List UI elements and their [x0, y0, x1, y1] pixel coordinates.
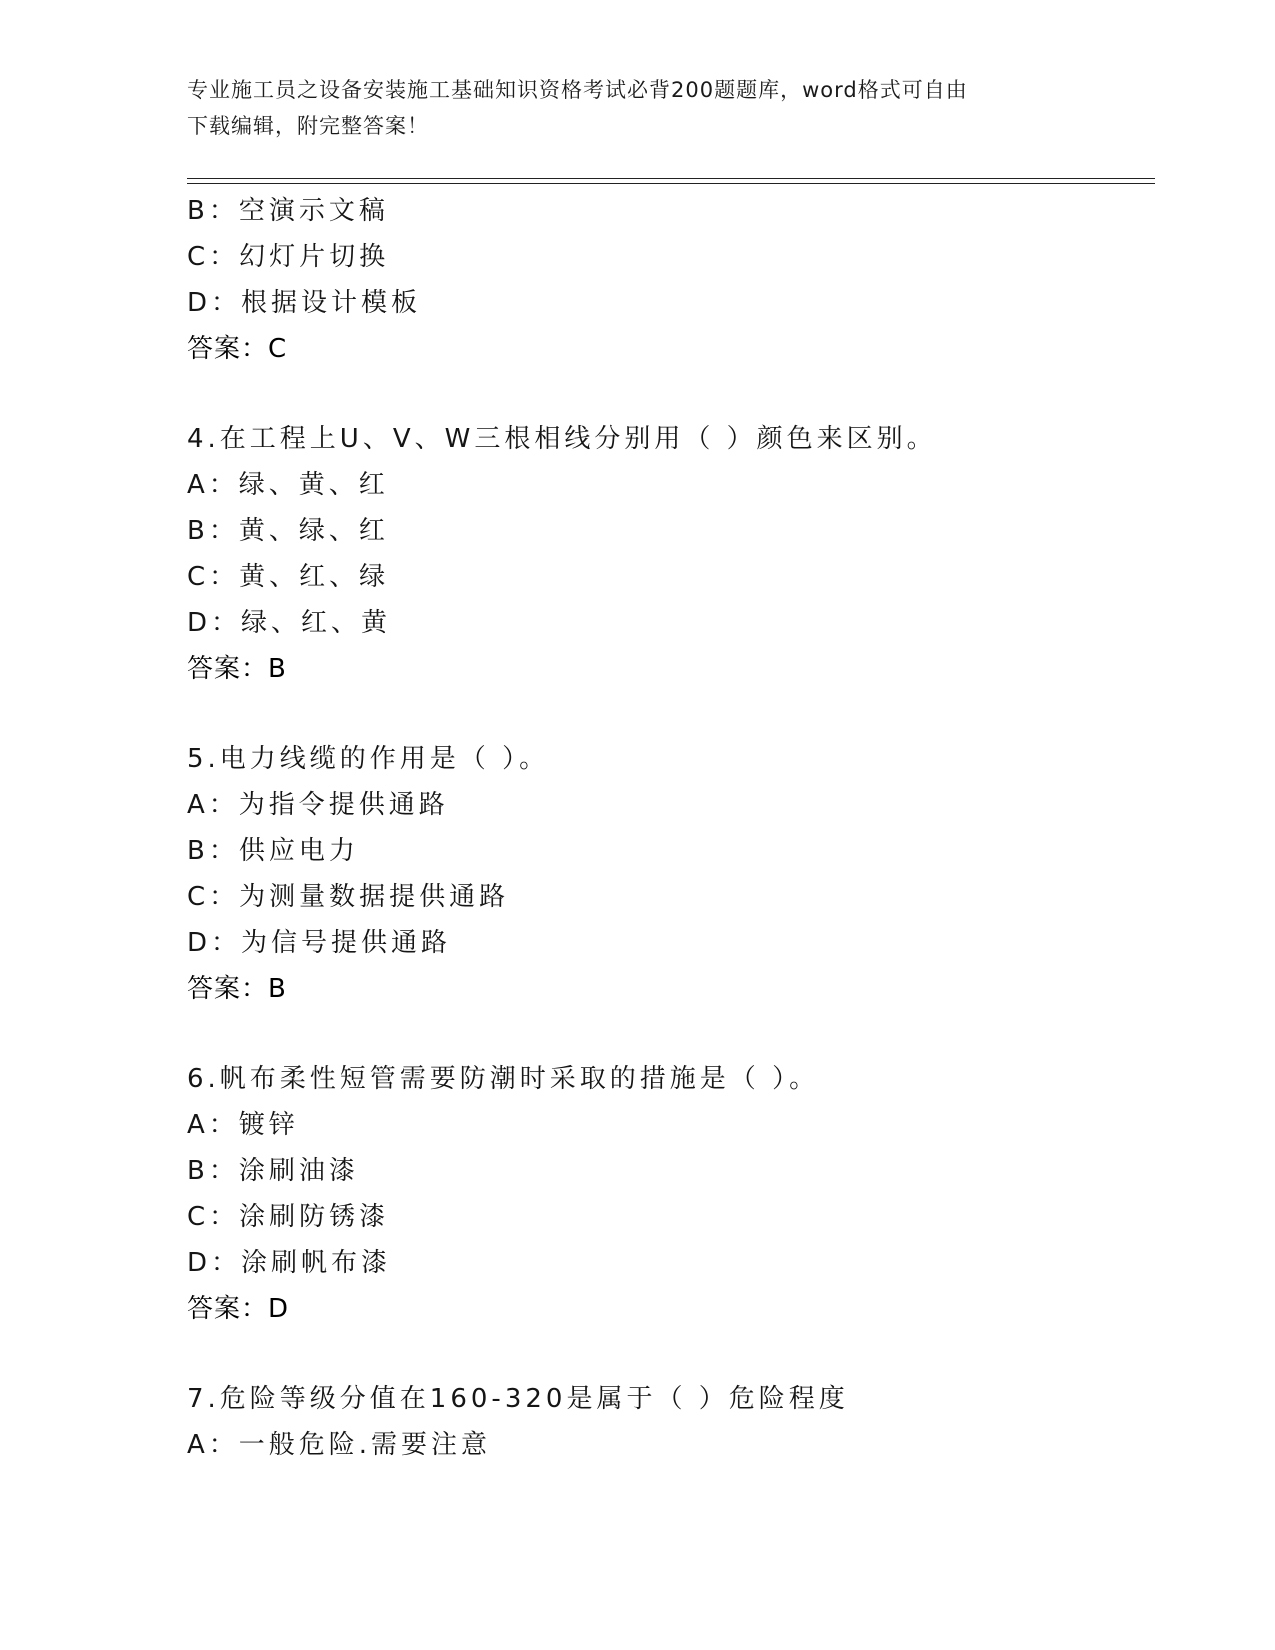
answer-line: 答案：C [187, 334, 288, 364]
option-c: C：黄、红、绿 [187, 562, 390, 592]
option-b: B：供应电力 [187, 836, 359, 866]
answer-line: 答案：D [187, 1294, 290, 1324]
header-divider-top [187, 178, 1155, 179]
option-a: A：镀锌 [187, 1110, 299, 1140]
option-c: C：为测量数据提供通路 [187, 882, 510, 912]
option-b: B：空演示文稿 [187, 196, 389, 226]
option-d: D：涂刷帆布漆 [187, 1248, 392, 1278]
option-a: A：为指令提供通路 [187, 790, 449, 820]
document-header [187, 72, 1087, 144]
header-title-line-1: 专业施工员之设备安装施工基础知识资格考试必背200题题库，word格式可自由 [187, 78, 968, 102]
question-stem: 6.帆布柔性短管需要防潮时采取的措施是（ ）。 [187, 1064, 820, 1094]
question-stem: 5.电力线缆的作用是（ ）。 [187, 744, 550, 774]
option-d: D：为信号提供通路 [187, 928, 452, 958]
option-c: C：涂刷防锈漆 [187, 1202, 390, 1232]
answer-line: 答案：B [187, 974, 287, 1004]
question-7 [187, 1376, 1147, 1468]
question-stem: 7.危险等级分值在160-320是属于（ ）危险程度 [187, 1384, 849, 1414]
answer-line: 答案：B [187, 654, 287, 684]
header-divider-bottom [187, 183, 1155, 184]
question-5 [187, 736, 1147, 1012]
option-b: B：涂刷油漆 [187, 1156, 359, 1186]
question-6 [187, 1056, 1147, 1332]
option-c: C：幻灯片切换 [187, 242, 390, 272]
question-4 [187, 416, 1147, 692]
question-list [187, 188, 1147, 1468]
option-d: D：绿、红、黄 [187, 608, 392, 638]
question-stem: 4.在工程上U、V、W三根相线分别用（ ）颜色来区别。 [187, 424, 937, 454]
question-3-fragment [187, 188, 1147, 372]
option-a: A：一般危险.需要注意 [187, 1430, 492, 1460]
option-d: D：根据设计模板 [187, 288, 422, 318]
header-title-line-2: 下载编辑，附完整答案！ [187, 114, 429, 138]
option-a: A：绿、黄、红 [187, 470, 389, 500]
option-b: B：黄、绿、红 [187, 516, 389, 546]
